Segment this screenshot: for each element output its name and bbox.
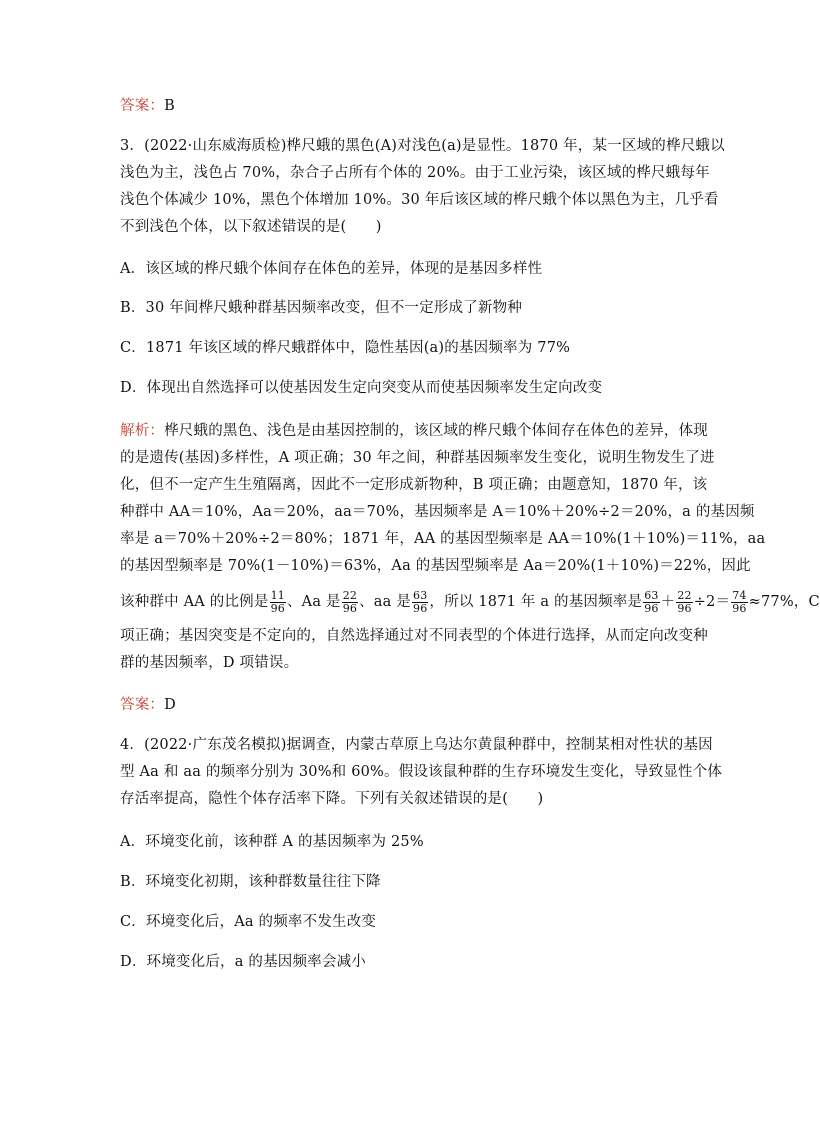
analysis-fraction-line: 该种群中 AA 的比例是 $\frac{11}{96}$ 、Aa 是 $\frac{22}{96}$ 、aa 是 $\frac{63}{96}$ ，所以 1871 年 a 的基因频率是 $\frac{63}{96}$ ＋ $\frac{22}{96}$ ÷2＝ $\frac{74}{96}$ ≈77%，C (120, 588, 820, 615)
analysis-line: 群的基因频率，D 项错误。 (120, 655, 299, 671)
analysis-line: 项正确；基因突变是不定向的，自然选择通过对不同表型的个体进行选择，从而定向改变种 (120, 628, 708, 644)
fraction: $\frac{74}{96}$ (732, 588, 747, 615)
question-3-line: 浅色为主，浅色占 70%，杂合子占所有个体的 20%。由于工业污染，该区域的桦尺蛾每年 (120, 165, 710, 181)
answer-line-1 (120, 96, 175, 116)
analysis-line: 种群中 AA＝10%，Aa＝20%，aa＝70%，基因频率是 A＝10%＋20%÷2＝20%，a 的基因频 (120, 504, 755, 520)
answer-line-2 (120, 695, 176, 715)
question-3-line: 浅色个体减少 10%，黑色个体增加 10%。30 年后该区域的桦尺蛾个体以黑色为主，几乎看 (120, 192, 719, 208)
option-a: A．环境变化前，该种群 A 的基因频率为 25% (120, 834, 424, 850)
analysis-line: 解析：桦尺蛾的黑色、浅色是由基因控制的，该区域的桦尺蛾个体间存在体色的差异，体现 (120, 423, 709, 439)
answer-value: B (164, 98, 175, 114)
question-4-line: 型 Aa 和 aa 的频率分别为 30%和 60%。假设该鼠种群的生存环境发生变化，导致显性个体 (120, 764, 723, 780)
fraction: $\frac{11}{96}$ (270, 588, 285, 615)
option-b: B．环境变化初期，该种群数量往往下降 (120, 874, 381, 890)
analysis-label: 解析： (120, 423, 165, 439)
fraction: $\frac{22}{96}$ (342, 588, 358, 615)
analysis-line: 的是遗传(基因)多样性，A 项正确；30 年之间，种群基因频率发生变化，说明生物发生了进 (120, 450, 715, 466)
question-3-line: 不到浅色个体，以下叙述错误的是( ) (120, 219, 382, 235)
answer-label: 答案： (120, 98, 165, 114)
option-c: C．1871 年该区域的桦尺蛾群体中，隐性基因(a)的基因频率为 77% (120, 340, 571, 356)
fraction: $\frac{22}{96}$ (677, 588, 692, 615)
question-4-line: 4．(2022·广东茂名模拟)据调查，内蒙古草原上乌达尔黄鼠种群中，控制某相对性状的基因 (120, 737, 713, 753)
fraction: $\frac{63}{96}$ (644, 588, 659, 615)
fraction: $\frac{63}{96}$ (413, 588, 428, 615)
question-4-line: 存活率提高，隐性个体存活率下降。下列有关叙述错误的是( ) (120, 791, 544, 807)
option-d: D．环境变化后，a 的基因频率会减小 (120, 954, 366, 970)
option-b: B．30 年间桦尺蛾种群基因频率改变，但不一定形成了新物种 (120, 300, 523, 316)
option-c: C．环境变化后，Aa 的频率不发生改变 (120, 914, 377, 930)
analysis-line: 的基因型频率是 70%(1－10%)＝63%，Aa 的基因型频率是 Aa＝20%(1＋10%)＝22%，因此 (120, 558, 751, 574)
answer-value: D (164, 697, 176, 713)
option-a: A．该区域的桦尺蛾个体间存在体色的差异，体现的是基因多样性 (120, 261, 543, 277)
option-d: D．体现出自然选择可以使基因发生定向突变从而使基因频率发生定向改变 (120, 380, 603, 396)
analysis-line: 化，但不一定产生生殖隔离，因此不一定形成新物种，B 项正确；由题意知，1870 年，该 (120, 477, 708, 493)
answer-label: 答案： (120, 697, 165, 713)
question-3-line: 3．(2022·山东威海质检)桦尺蛾的黑色(A)对浅色(a)是显性。1870 年，某一区域的桦尺蛾以 (120, 138, 725, 154)
analysis-line: 率是 a＝70%＋20%÷2＝80%；1871 年，AA 的基因型频率是 AA＝10%(1＋10%)＝11%，aa (120, 531, 766, 547)
